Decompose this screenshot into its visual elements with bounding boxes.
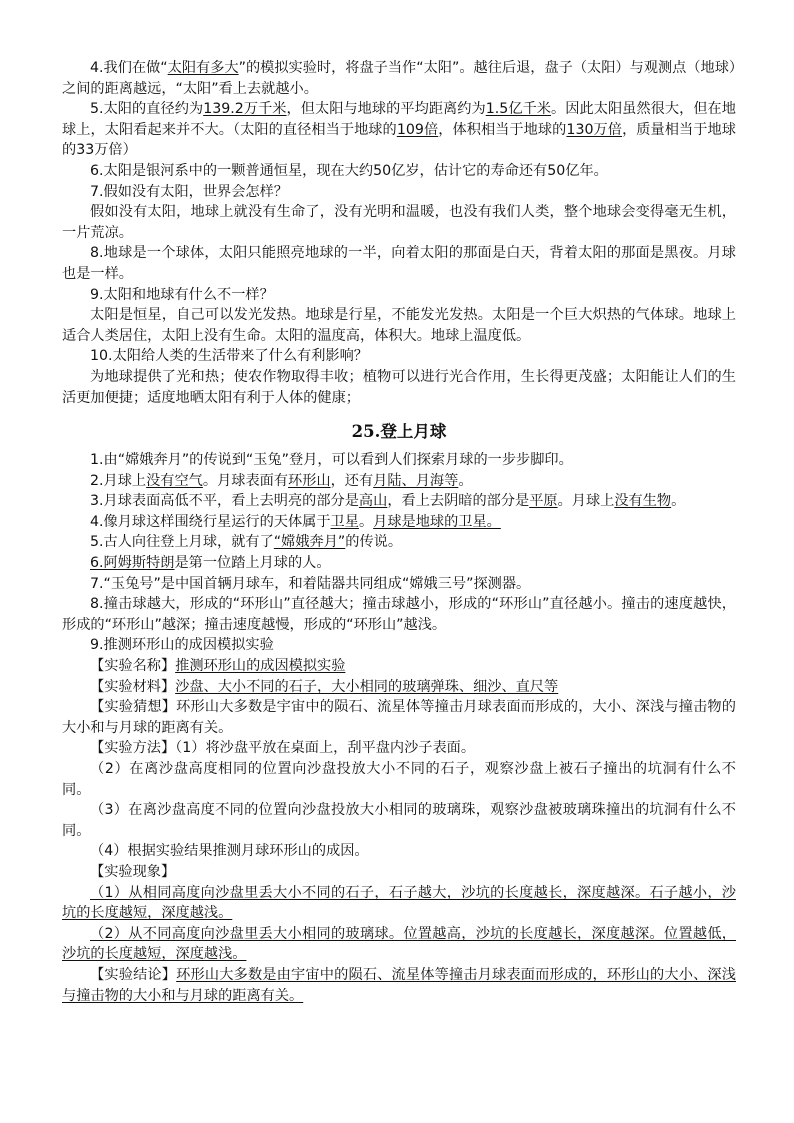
item-9-question: 9.太阳和地球有什么不一样？ (90, 286, 274, 303)
underlined-answer: “嫦娥奔月” (273, 534, 346, 551)
underlined-answer: 没有生物 (614, 493, 672, 510)
moon-item-4 (62, 512, 736, 533)
underlined-answer: 139.2万千米 (203, 101, 287, 118)
text: ，但太阳与地球的平均距离约为 (286, 101, 486, 118)
experiment-phenomenon: 【实验现象】 (90, 863, 176, 880)
method-step-3: （3）在离沙盘高度不同的位置向沙盘投放大小相同的玻璃珠，观察沙盘被玻璃珠撞出的坑洞有什么不同。 (62, 802, 736, 839)
label: 【实验材料】 (90, 678, 176, 695)
underlined-answer: 月球是地球的卫星。 (373, 513, 501, 530)
text: （1）将沙盘平放在桌面上，刮平盘内沙子表面。 (175, 740, 476, 757)
method-step-2: （2）在离沙盘高度相同的位置向沙盘投放大小不同的石子，观察沙盘上被石子撞出的坑洞有什么不同。 (62, 761, 736, 798)
text: 3.月球表面高低不平，看上去明亮的部分是 (90, 493, 359, 510)
phenomenon-2 (62, 924, 736, 965)
underlined-answer: 130万倍 (566, 121, 623, 138)
underlined-answer: 环形山 (288, 472, 331, 489)
underlined-answer: 卫星 (330, 513, 359, 530)
experiment-method (62, 738, 736, 759)
underlined-answer: 没有空气 (146, 472, 203, 489)
label: 【实验名称】 (90, 658, 176, 675)
document-page (62, 58, 736, 1006)
text: 环形山大多数是宇宙中的陨石、流星体等撞击月球表面而形成的，大小、深浅与撞击物的大小和与月球的距离有关。 (62, 699, 736, 736)
item-7-question: 7.假如没有太阳，世界会怎样？ (90, 183, 288, 200)
underlined-answer: 月陆、月海等 (373, 472, 459, 489)
label: 【实验结论】 (90, 966, 177, 983)
underlined-answer: 环形山大多数是由宇宙中的陨石、流星体等撞击月球表面而形成的，环形山的大小、深浅与撞击物的大小和与月球的距离有关。 (62, 966, 736, 1004)
text: 。月球表面有 (202, 472, 289, 489)
text: 的传说。 (345, 534, 403, 551)
underlined-answer: 高山 (358, 493, 388, 510)
experiment-conclusion (62, 965, 736, 1006)
text: 4.像月球这样围绕行星运行的天体属于 (90, 513, 331, 530)
moon-item-2 (62, 471, 736, 492)
moon-item-1: 1.由“嫦娥奔月”的传说到“玉兔”登月，可以看到人们探索月球的一步步脚印。 (90, 452, 573, 469)
moon-item-6 (62, 553, 736, 574)
underlined-answer: 109倍 (396, 121, 439, 138)
text: 是第一位踏上月球的人。 (174, 555, 331, 572)
underlined-answer: 沙盘、大小不同的石子，大小相同的玻璃弹珠、细沙、直尺等 (175, 678, 559, 695)
item-10-question: 10.太阳给人类的生活带来了什么有利影响？ (90, 348, 368, 365)
text: ，还有 (330, 472, 374, 489)
text: 5.太阳的直径约为 (90, 101, 204, 118)
text: ，质量相当于地球的33万倍） (62, 121, 736, 159)
phenomenon-1 (62, 883, 736, 924)
item-10-answer: 为地球提供了光和热；使农作物取得丰收；植物可以进行光合作用，生长得更茂盛；太阳能让人们的生活更加便捷；适度地晒太阳有利于人体的健康； (62, 368, 736, 406)
label: 【实验猜想】 (90, 699, 177, 716)
text: 。月球上 (557, 493, 615, 510)
experiment-materials (62, 677, 736, 698)
text: 。 (671, 493, 686, 510)
text: 。因此太阳虽然很大，但在地球上，太阳看起来并不大。（太阳的直径相当于地球的 (62, 101, 736, 138)
underlined-answer: 太阳有多大 (167, 60, 239, 76)
item-6: 6.太阳是银河系中的一颗普通恒星，现在大约50亿岁，估计它的寿命还有50亿年。 (90, 162, 608, 179)
moon-item-7: 7.“玉兔号”是中国首辆月球车，和着陆器共同组成“嫦娥三号”探测器。 (90, 575, 531, 592)
section-title: 25.登上月球 (351, 422, 447, 442)
moon-item-3 (62, 491, 736, 512)
text: ，体积相当于地球的 (438, 121, 567, 138)
text: 5.古人向往登上月球，就有了 (90, 534, 274, 551)
experiment-name (62, 656, 736, 677)
experiment-hypothesis (62, 697, 736, 738)
text: ，看上去阴暗的部分是 (387, 493, 530, 510)
moon-item-9: 9.推测环形山的成因模拟实验 (90, 637, 274, 654)
label: 【实验方法】 (90, 740, 176, 757)
text: 。 (358, 513, 374, 530)
item-4 (62, 58, 736, 99)
text: 2.月球上 (90, 472, 147, 489)
underlined-answer: 推测环形山的成因模拟实验 (175, 658, 346, 675)
underlined-answer: 1.5亿千米 (485, 101, 552, 118)
item-8: 8.地球是一个球体，太阳只能照亮地球的一半，向着太阳的那面是白天，背着太阳的那面是黑夜。月球也是一样。 (62, 245, 736, 282)
underlined-answer: 平原 (529, 493, 558, 510)
moon-item-5 (62, 532, 736, 553)
item-5 (62, 99, 736, 161)
underlined-answer: （2）从不同高度向沙盘里丢大小相同的玻璃球。位置越高，沙坑的长度越长，深度越深。位置越低，沙坑的长度越短，深度越浅。 (62, 925, 736, 963)
underlined-answer: 6.阿姆斯特朗 (90, 555, 175, 572)
text: 。 (458, 472, 473, 489)
item-9-answer: 太阳是恒星，自己可以发光发热。地球是行星，不能发光发热。太阳是一个巨大炽热的气体球。地球上适合人类居住，太阳上没有生命。太阳的温度高，体积大。地球上温度低。 (62, 307, 736, 344)
underlined-answer: （1）从相同高度向沙盘里丢大小不同的石子，石子越大，沙坑的长度越长，深度越深。石子越小，沙坑的长度越短，深度越浅。 (62, 884, 736, 922)
text: ”的模拟实验时，将盘子当作“太阳”。越往后退，盘子（太阳）与观测点（地球）之间的距离越远，“太阳”看上去就越小。 (62, 60, 736, 97)
method-step-4: （4）根据实验结果推测月球环形山的成因。 (90, 843, 369, 860)
moon-item-8: 8.撞击球越大，形成的“环形山”直径越大；撞击球越小，形成的“环形山”直径越小。撞击的速度越快，形成的“环形山”越深；撞击速度越慢，形成的“环形山”越浅。 (62, 596, 736, 633)
text: 4.我们在做“ (90, 60, 168, 76)
item-7-answer: 假如没有太阳，地球上就没有生命了，没有光明和温暖，也没有我们人类，整个地球会变得毫无生机，一片荒凉。 (62, 204, 736, 241)
